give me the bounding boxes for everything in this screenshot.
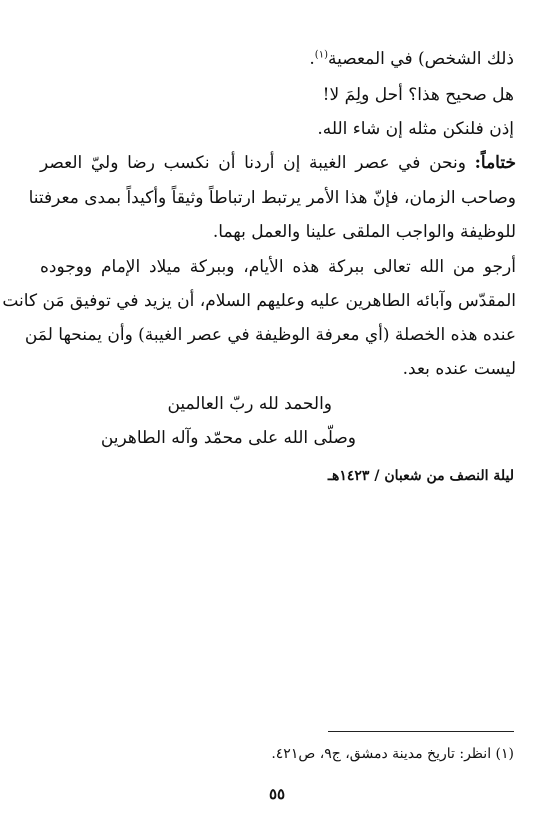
- conclusion-lead: ختاماً:: [474, 153, 516, 173]
- footnote-reference: (١): [314, 49, 328, 61]
- prayer-line-1: أرجو من الله تعالى ببركة هذه الأيام، وببركة ميلاد الإمام ووجوده: [40, 257, 516, 277]
- text-line-1: [40, 48, 514, 70]
- line-1-end: .: [309, 49, 315, 69]
- footnote: (١) انظر: تاريخ مدينة دمشق، ج٩، ص٤٢١.: [271, 746, 514, 762]
- closing-line-2: وصلّى الله على محمّد وآله الطاهرين: [100, 428, 356, 448]
- prayer-line-3: عنده هذه الخصلة (أي معرفة الوظيفة في عصر الغيبة) وأن يمنحها لمَن: [24, 325, 516, 345]
- conclusion-line-3: للوظيفة والواجب الملقى علينا والعمل بهما.: [212, 222, 516, 242]
- text-line-3: إذن فلنكن مثله إن شاء الله.: [317, 119, 514, 139]
- conclusion-line-1-rest: ونحن في عصر الغيبة إن أردنا أن نكسب رضا وليّ العصر: [40, 153, 466, 173]
- line-1-text: ذلك الشخص) في المعصية: [327, 49, 514, 69]
- conclusion-line-1: [40, 152, 516, 174]
- closing-line-1: والحمد لله ربّ العالمين: [167, 394, 332, 414]
- date-signature: ليلة النصف من شعبان / ١٤٢٣هـ: [327, 468, 514, 484]
- page-number: ٥٥: [268, 785, 286, 803]
- prayer-line-4: ليست عنده بعد.: [402, 359, 516, 379]
- conclusion-line-2: وصاحب الزمان، فإنّ هذا الأمر يرتبط ارتباطاً وثيقاً وأكيداً بمدى معرفتنا: [28, 188, 516, 208]
- text-line-2: هل صحيح هذا؟ أحل ولِمَ لا!: [322, 85, 514, 105]
- prayer-line-2: المقدّس وآبائه الطاهرين عليه وعليهم السلام، أن يزيد في توفيق مَن كانت: [2, 291, 516, 311]
- footnote-separator: [328, 731, 514, 732]
